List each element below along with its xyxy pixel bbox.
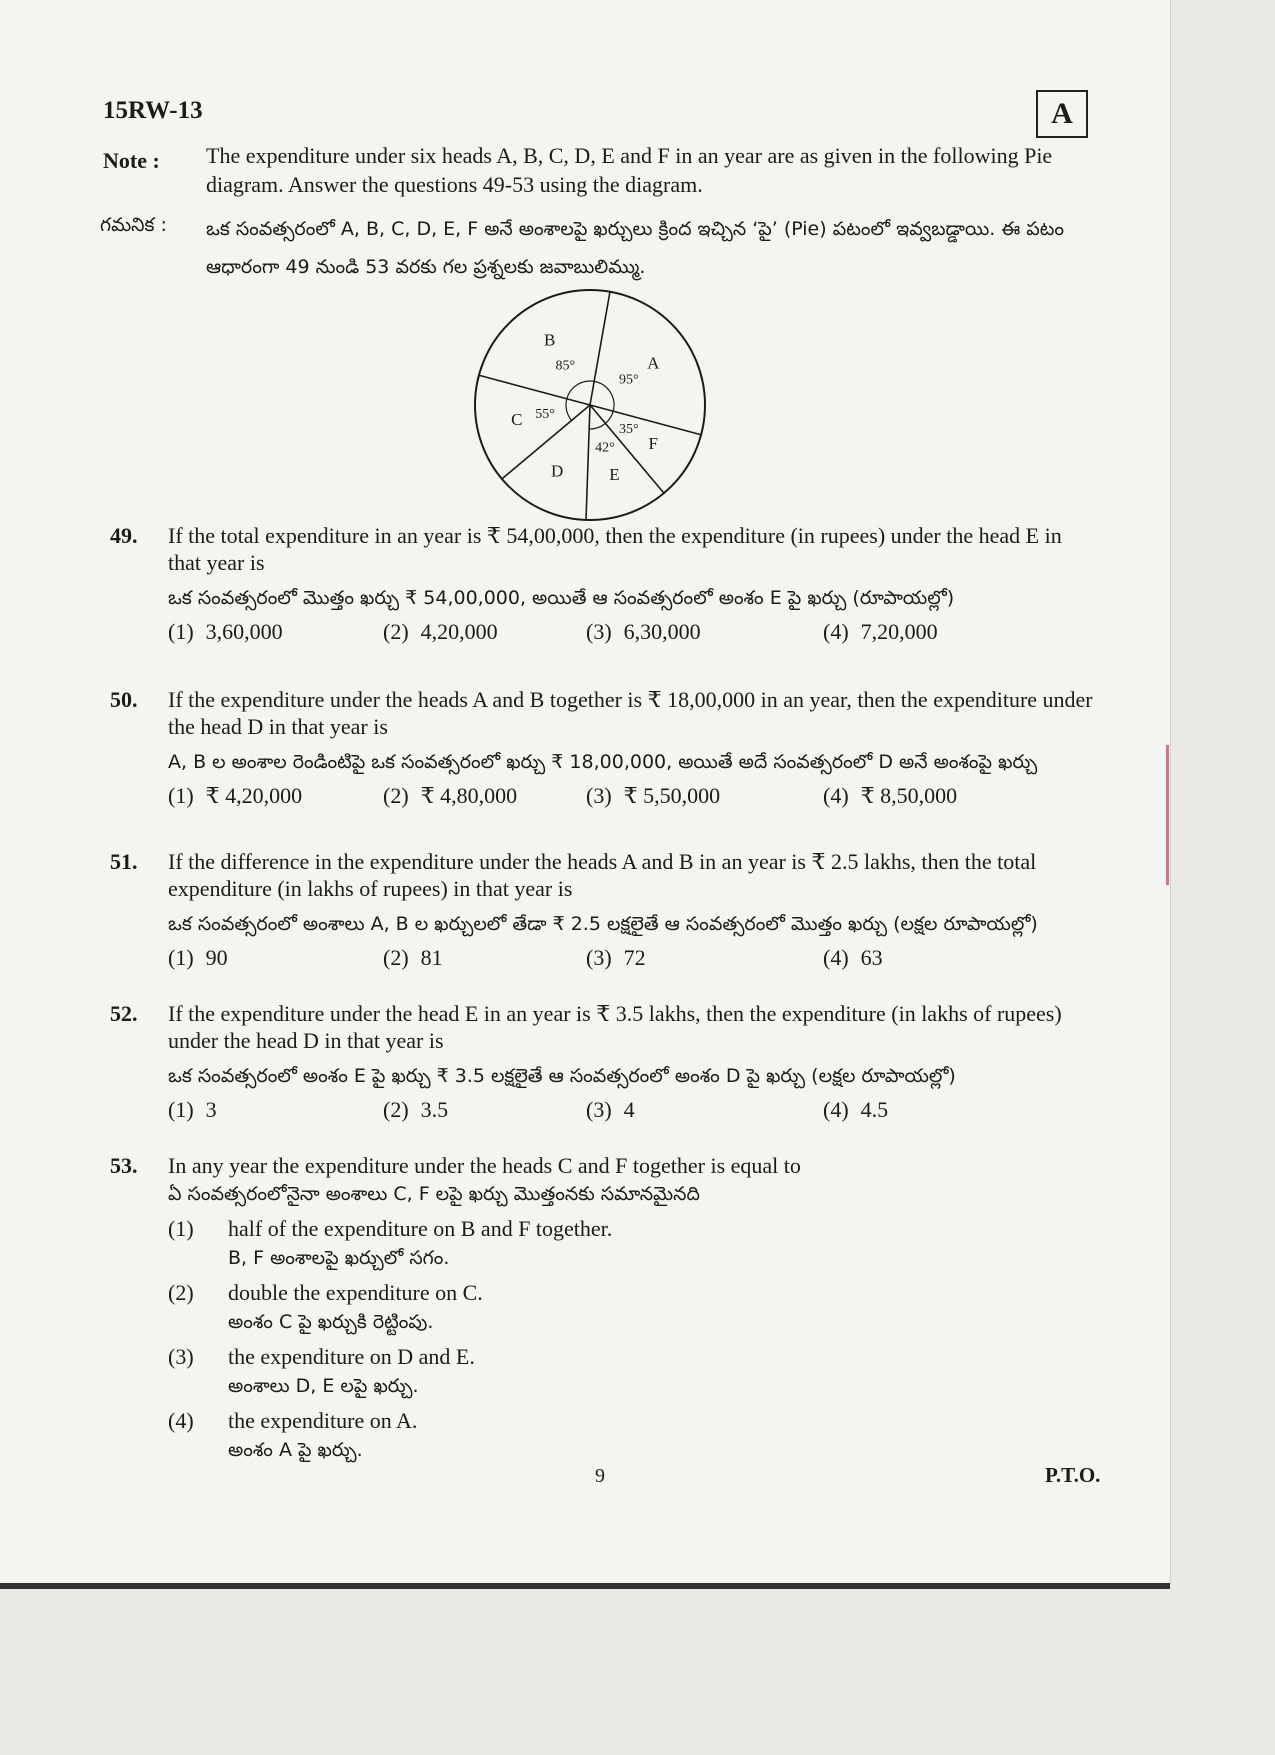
question-telugu: A, B ల అంశాల రెండింటిపై ఒక సంవత్సరంలో ఖర్చు ₹ 18,00,000, అయితే అదే సంవత్సరంలో D అనే అంశంపై ఖర్చు	[168, 751, 1038, 773]
option-1[interactable]	[168, 1215, 1093, 1273]
pie-label-e: E	[609, 464, 620, 484]
option-1[interactable]	[168, 618, 283, 645]
question-number: 49.	[110, 523, 138, 548]
pie-value-b: 85°	[555, 358, 576, 374]
pie-label-a: A	[647, 353, 660, 373]
question-text: If the expenditure under the heads A and B together is ₹ 18,00,000 in an year, then the expenditure under the head D in that year is	[168, 687, 1093, 739]
option-1[interactable]	[168, 944, 228, 971]
option-value: 4	[623, 1097, 635, 1122]
option-2[interactable]	[383, 944, 443, 971]
option-text: half of the expenditure on B and F together.	[228, 1216, 613, 1241]
question-number: 52.	[110, 1001, 138, 1026]
option-value: 4.5	[860, 1097, 889, 1122]
option-value: 3	[205, 1097, 217, 1122]
option-4[interactable]	[823, 782, 957, 809]
option-value: ₹ 8,50,000	[860, 783, 958, 808]
options-row	[168, 782, 1093, 812]
question-telugu: ఒక సంవత్సరంలో మొత్తం ఖర్చు ₹ 54,00,000, అయితే ఆ సంవత్సరంలో అంశం E పై ఖర్చు (రూపాయల్లో)	[168, 587, 955, 609]
option-number: (2)	[383, 945, 409, 970]
pie-boundary-b	[479, 375, 590, 405]
pto-label: P.T.O.	[1045, 1463, 1101, 1487]
option-text: the expenditure on D and E.	[228, 1344, 475, 1369]
option-value: ₹ 5,50,000	[623, 783, 721, 808]
pie-angle-arc-c	[566, 399, 572, 421]
option-number: (1)	[168, 783, 194, 808]
option-value: 6,30,000	[623, 619, 701, 644]
option-number: (3)	[586, 619, 612, 644]
options-row	[168, 1096, 1093, 1126]
question-text: If the difference in the expenditure under the heads A and B in an year is ₹ 2.5 lakhs, then the total expenditure (in lakhs of rupees) in that year is	[168, 849, 1037, 901]
option-value: 81	[420, 945, 443, 970]
option-2[interactable]	[168, 1279, 1093, 1337]
option-number: (3)	[586, 783, 612, 808]
option-number: (4)	[823, 1097, 849, 1122]
question-text: In any year the expenditure under the heads C and F together is equal to	[168, 1153, 801, 1178]
option-4[interactable]	[823, 944, 883, 971]
options-row	[168, 944, 1093, 974]
option-3[interactable]	[168, 1343, 1093, 1401]
note-telugu-label: గమనిక :	[100, 214, 167, 236]
note-telugu-text: ఒక సంవత్సరంలో A, B, C, D, E, F అనే అంశాలపై ఖర్చులు క్రింద ఇచ్చిన ‘పై’ (Pie) పటంలో ఇవ్వబడ్డాయి. ఈ పటం ఆధారంగా 49 నుండి 53 వరకు గల ప్రశ్నలకు జవాబులిమ్ము.	[206, 218, 1065, 278]
option-value: 7,20,000	[860, 619, 938, 644]
question-telugu: ఒక సంవత్సరంలో అంశం E పై ఖర్చు ₹ 3.5 లక్షలైతే ఆ సంవత్సరంలో అంశం D పై ఖర్చు (లక్షల రూపాయల్లో)	[168, 1065, 956, 1087]
question-telugu: ఏ సంవత్సరంలోనైనా అంశాలు C, F లపై ఖర్చు మొత్తంనకు సమానమైనది	[168, 1183, 700, 1205]
page-bottom-edge	[0, 1583, 1170, 1589]
option-text: double the expenditure on C.	[228, 1280, 483, 1305]
option-3[interactable]	[586, 1096, 635, 1123]
option-telugu: అంశం C పై ఖర్చుకి రెట్టింపు.	[228, 1311, 434, 1333]
option-number: (4)	[168, 1408, 194, 1433]
option-number: (2)	[168, 1280, 194, 1305]
option-number: (2)	[383, 783, 409, 808]
option-3[interactable]	[586, 618, 701, 645]
option-number: (4)	[823, 783, 849, 808]
option-value: 3.5	[420, 1097, 449, 1122]
option-value: 72	[623, 945, 646, 970]
pie-chart	[470, 285, 720, 525]
option-value: ₹ 4,20,000	[205, 783, 303, 808]
question-text: If the expenditure under the head E in an year is ₹ 3.5 lakhs, then the expenditure (in lakhs of rupees) under the head D in that year is	[168, 1001, 1062, 1053]
note-text: The expenditure under six heads A, B, C, D, E and F in an year are as given in the following Pie diagram. Answer the questions 49-53 using the diagram.	[206, 143, 1053, 197]
question-telugu: ఒక సంవత్సరంలో అంశాలు A, B ల ఖర్చులలో తేడా ₹ 2.5 లక్షలైతే ఆ సంవత్సరంలో మొత్తం ఖర్చు (లక్షల రూపాయల్లో)	[168, 913, 1038, 935]
pie-angle-arc-e	[589, 423, 605, 429]
question-number: 53.	[110, 1153, 138, 1178]
option-number: (1)	[168, 945, 194, 970]
pie-value-e: 42°	[595, 440, 615, 456]
option-value: ₹ 4,80,000	[420, 783, 518, 808]
pie-value-a: 95°	[618, 372, 639, 388]
option-1[interactable]	[168, 1096, 217, 1123]
option-value: 4,20,000	[420, 619, 498, 644]
pie-boundary-d	[586, 405, 590, 520]
paper-code: 15RW-13	[103, 97, 203, 124]
pie-value-c: 55°	[535, 407, 555, 423]
option-number: (3)	[168, 1344, 194, 1369]
pie-label-b: B	[544, 330, 556, 350]
pie-label-d: D	[550, 461, 564, 481]
option-number: (1)	[168, 1216, 194, 1241]
red-edge-mark	[1166, 745, 1169, 885]
option-value: 3,60,000	[205, 619, 283, 644]
option-4[interactable]	[823, 618, 938, 645]
option-number: (1)	[168, 619, 194, 644]
option-1[interactable]	[168, 782, 302, 809]
question-number: 51.	[110, 849, 138, 874]
option-number: (4)	[823, 619, 849, 644]
option-telugu: అంశాలు D, E లపై ఖర్చు.	[228, 1375, 419, 1397]
pie-angle-arc-b	[567, 381, 594, 399]
option-3[interactable]	[586, 782, 720, 809]
option-value: 90	[205, 945, 228, 970]
set-code-box: A	[1036, 90, 1088, 138]
option-3[interactable]	[586, 944, 646, 971]
option-telugu: B, F అంశాలపై ఖర్చులో సగం.	[228, 1247, 450, 1269]
question-number: 50.	[110, 687, 138, 712]
option-number: (2)	[383, 619, 409, 644]
question-text: If the total expenditure in an year is ₹ 54,00,000, then the expenditure (in rupees) under the head E in that year is	[168, 523, 1062, 575]
pie-angle-arc-f	[605, 411, 613, 423]
option-2[interactable]	[383, 618, 498, 645]
note-label: Note :	[103, 148, 160, 173]
option-text: the expenditure on A.	[228, 1408, 418, 1433]
pie-label-c: C	[511, 410, 523, 430]
option-number: (3)	[586, 1097, 612, 1122]
options-row	[168, 618, 1093, 648]
option-4[interactable]	[168, 1407, 1093, 1465]
option-4[interactable]	[823, 1096, 888, 1123]
option-2[interactable]	[383, 1096, 448, 1123]
pie-value-f: 35°	[618, 421, 639, 437]
option-2[interactable]	[383, 782, 517, 809]
option-number: (4)	[823, 945, 849, 970]
option-value: 63	[860, 945, 883, 970]
option-number: (2)	[383, 1097, 409, 1122]
option-telugu: అంశం A పై ఖర్చు.	[228, 1439, 363, 1461]
option-number: (3)	[586, 945, 612, 970]
page-number: 9	[595, 1465, 605, 1487]
pie-label-f: F	[648, 434, 658, 454]
pie-boundary-f	[590, 405, 701, 435]
option-number: (1)	[168, 1097, 194, 1122]
